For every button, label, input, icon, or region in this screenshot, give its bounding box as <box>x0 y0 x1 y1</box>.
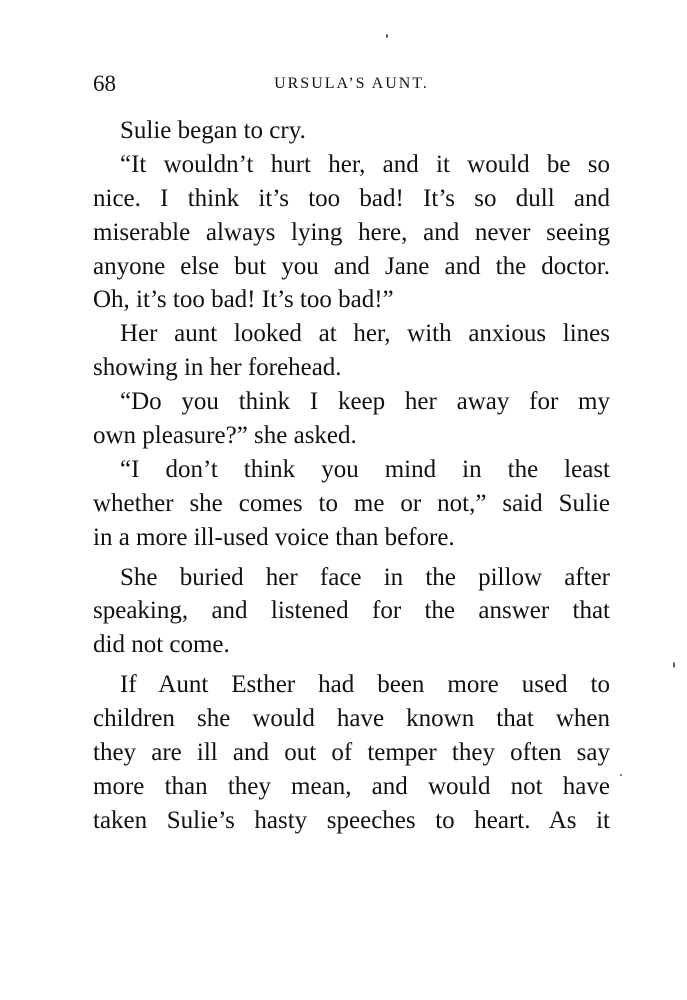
paper-speck <box>620 774 622 776</box>
text-line: “It wouldn’t hurt her, and it would be so <box>120 150 610 178</box>
text-line: Sulie began to cry. <box>120 117 306 144</box>
paper-speck <box>673 662 675 668</box>
text-line: they are ill and out of temper they often say <box>93 739 610 767</box>
text-line: nice. I think it’s too bad! It’s so dull and <box>93 184 610 212</box>
paper-speck <box>386 34 388 38</box>
text-line: whether she comes to me or not,” said Sulie <box>93 489 610 517</box>
text-line: in a more ill-used voice than before. <box>93 523 455 551</box>
text-line: Oh, it’s too bad! It’s too bad!” <box>93 286 394 314</box>
text-line: Her aunt looked at her, with anxious lines <box>120 320 610 348</box>
text-line: taken Sulie’s hasty speeches to heart. As it <box>93 806 610 834</box>
text-line: If Aunt Esther had been more used to <box>120 671 610 699</box>
text-line: own pleasure?” she asked. <box>93 422 357 450</box>
text-line: “I don’t think you mind in the least <box>120 455 610 483</box>
running-title: URSULA’S AUNT. <box>274 75 429 92</box>
text-line: She buried her face in the pillow after <box>120 563 610 591</box>
text-line: anyone else but you and Jane and the doctor. <box>93 252 610 280</box>
text-line: children she would have known that when <box>93 705 610 733</box>
text-line: more than they mean, and would not have <box>93 772 610 800</box>
running-head <box>93 70 610 100</box>
page-number: 68 <box>93 71 116 96</box>
body-text <box>93 114 610 838</box>
text-line: miserable always lying here, and never seeing <box>93 218 610 246</box>
text-line: showing in her forehead. <box>93 354 342 382</box>
text-line: speaking, and listened for the answer that <box>93 597 610 625</box>
text-line: “Do you think I keep her away for my <box>120 388 610 416</box>
text-line: did not come. <box>93 631 230 659</box>
